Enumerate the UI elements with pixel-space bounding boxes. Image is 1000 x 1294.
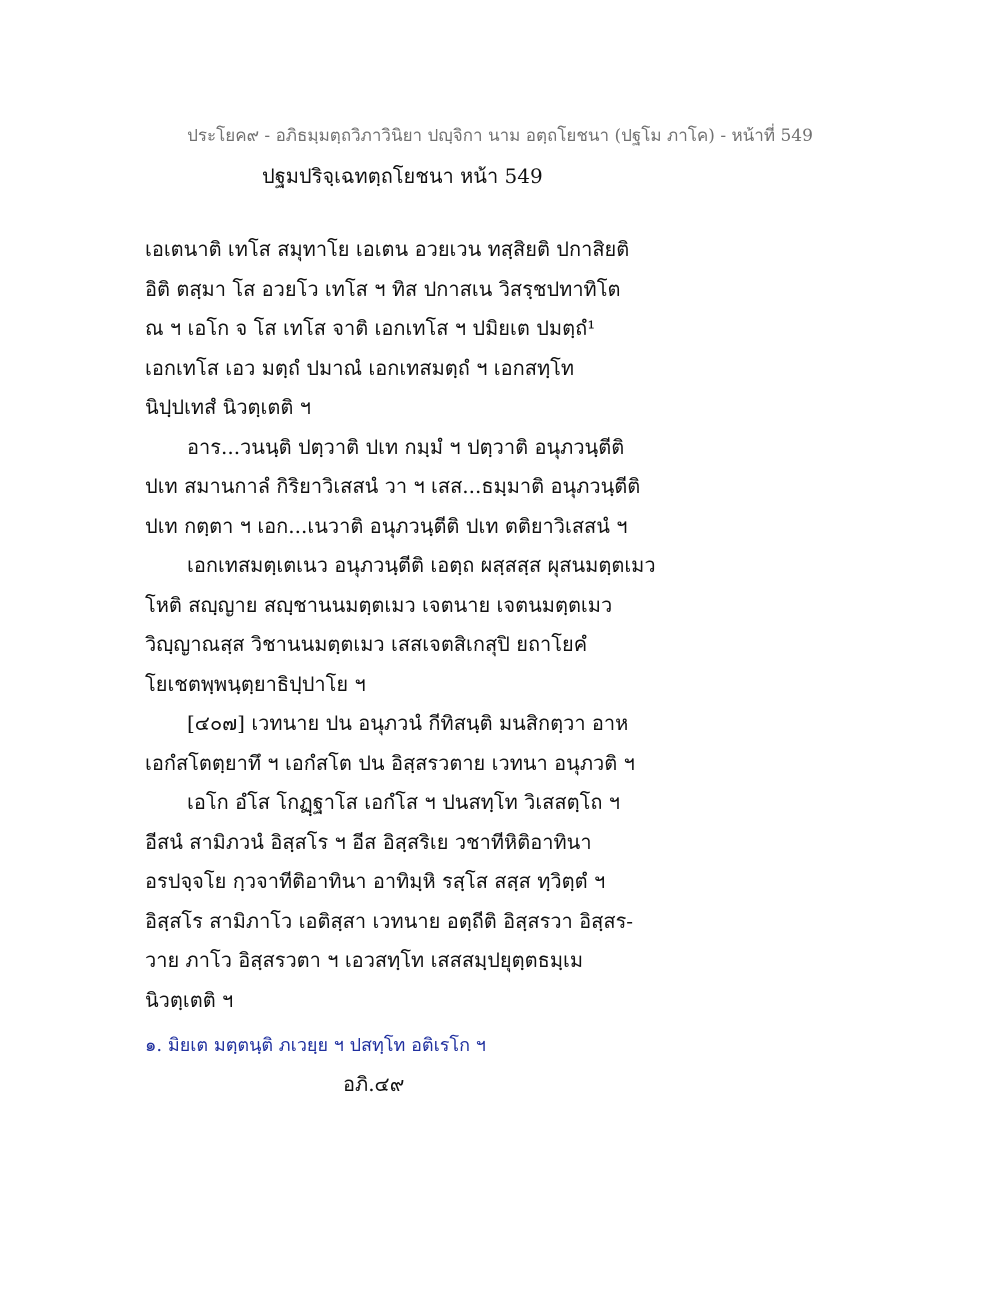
text-line: ณ ฯ เอโก จ โส เทโส จาติ เอกเทโส ฯ ปมิยเต ปมตฺถํ¹ xyxy=(145,316,596,340)
text-line: วิญฺญาณสฺส วิชานนมตฺตเมว เสสเจตสิเกสุปิ ยถาโยคํ xyxy=(145,632,588,656)
footnote: ๑. มิยเต มตฺตนฺติ ภเวยฺย ฯ ปสทฺโท อติเรโก ฯ xyxy=(145,1035,486,1056)
text-line: อิติ ตสฺมา โส อวยโว เทโส ฯ ทิส ปกาสเน วิสรฺชปทาทิโต xyxy=(145,276,621,301)
text-line: อาร...วนนฺติ ปตฺวาติ ปเท กมฺมํ ฯ ปตฺวาติ อนุภวนฺตีติ xyxy=(187,434,625,459)
page-reference: อภิ.๔๙ xyxy=(343,1072,405,1096)
text-line: เอเตนาติ เทโส สมุทาโย เอเตน อวยเวน ทสฺสิยติ ปกาสิยติ xyxy=(145,237,630,261)
text-line: อรปจฺจโย กฺวจาทีติอาทินา อาทิมฺหิ รสฺโส สสฺส ทฺวิตฺตํ ฯ xyxy=(145,869,606,893)
text-line: วาย ภาโว อิสฺสรวตา ฯ เอวสทฺโท เสสสมฺปยุตฺตธมฺเม xyxy=(145,948,584,972)
text-line: เอโก อํโส โกฏฺฐาโส เอกํโส ฯ ปนสทฺโท วิเสสตฺโถ ฯ xyxy=(187,790,621,814)
text-line: เอกํสโตตฺยาทึ ฯ เอกํสโต ปน อิสฺสรวตาย เวทนา อนุภวติ ฯ xyxy=(145,750,635,775)
main-text xyxy=(145,230,685,1020)
text-line: อิสฺสโร สามิภาโว เอติสฺสา เวทนาย อตฺถีติ อิสฺสรวา อิสฺสร- xyxy=(145,908,634,933)
text-line: [๔๐๗] เวทนาย ปน อนุภวนํ กีทิสนฺติ มนสิกตฺวา อาห xyxy=(187,711,629,735)
text-line: โหติ สญฺญาย สญฺชานนมตฺตเมว เจตนาย เจตนมตฺตเมว xyxy=(145,592,613,617)
page-header: ประโยค๙ - อภิธมฺมตฺถวิภาวินิยา ปญฺจิกา นาม อตฺถโยชนา (ปฐโม ภาโค) - หน้าที่ 549 xyxy=(187,126,813,146)
text-line: นิปฺปเทสํ นิวตฺเตติ ฯ xyxy=(145,395,311,419)
text-line: เอกเทโส เอว มตฺถํ ปมาณํ เอกเทสมตฺถํ ฯ เอกสทฺโท xyxy=(145,355,575,380)
text-line: นิวตฺเตติ ฯ xyxy=(145,987,234,1012)
text-line: ปเท กตฺตา ฯ เอก...เนวาติ อนุภวนฺตีติ ปเท ตติยาวิเสสนํ ฯ xyxy=(145,513,628,538)
text-line: ปเท สมานกาลํ กิริยาวิเสสนํ วา ฯ เสส...ธมฺมาติ อนุภวนฺตีติ xyxy=(145,474,641,498)
text-line: เอกเทสมตฺเตเนว อนุภวนฺตีติ เอตฺถ ผสฺสสฺส ผุสนมตฺตเมว xyxy=(187,553,656,577)
section-title: ปฐมปริจฺเฉทตฺถโยชนา หน้า 549 xyxy=(262,164,543,188)
text-line: อีสนํ สามิภวนํ อิสฺสโร ฯ อีส อิสฺสริเย วชาทีหิติอาทินา xyxy=(145,829,592,854)
text-line: โยเชตพฺพนฺตฺยาธิปฺปาโย ฯ xyxy=(145,671,366,696)
